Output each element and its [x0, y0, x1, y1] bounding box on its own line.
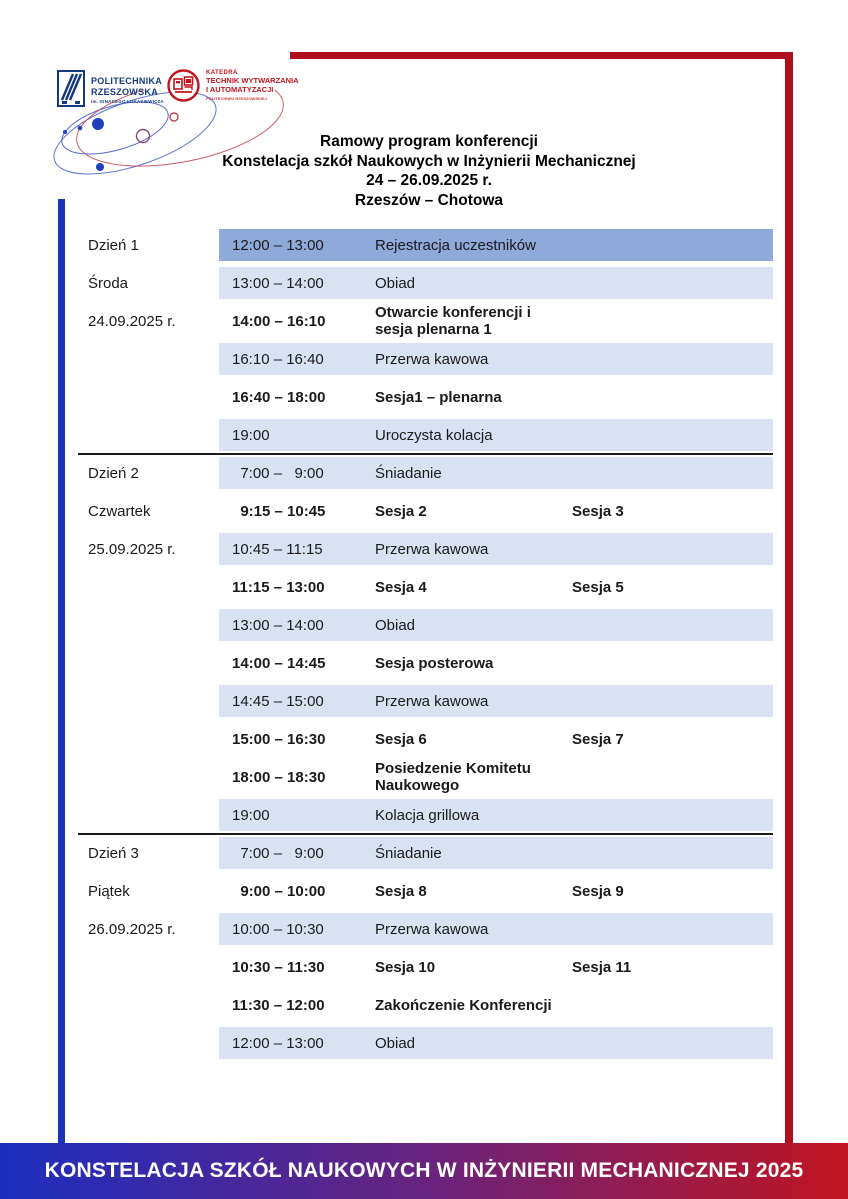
schedule-row: [219, 381, 773, 413]
row-time: 9:00 – 10:00: [232, 882, 326, 900]
row-event: Rejestracja uczestników: [375, 236, 536, 254]
row-event: Uroczysta kolacja: [375, 426, 493, 444]
schedule-row: [219, 267, 773, 299]
katedra-logo-name-line2: I AUTOMATYZACJI: [206, 85, 274, 94]
schedule-row: [219, 495, 773, 527]
day-label-column: [88, 229, 219, 457]
top-accent-bar: [290, 52, 793, 59]
row-event: Sesja1 – plenarna: [375, 388, 502, 406]
schedule-row: [219, 1027, 773, 1059]
row-event2: Sesja 7: [572, 730, 624, 748]
schedule-row: [219, 571, 773, 603]
schedule-row: [219, 609, 773, 641]
schedule-row: [219, 647, 773, 679]
prz-emblem-icon: [57, 70, 85, 112]
day-section: [88, 229, 773, 457]
prz-logo-name-line2: RZESZOWSKA: [91, 86, 158, 97]
row-event: Przerwa kawowa: [375, 540, 489, 558]
row-time: 13:00 – 14:00: [232, 274, 324, 292]
row-event: Otwarcie konferencji i sesja plenarna 1: [375, 304, 531, 338]
schedule-row: [219, 419, 773, 451]
row-event: Przerwa kawowa: [375, 692, 489, 710]
title-line-3: 24 – 26.09.2025 r.: [366, 172, 492, 190]
left-accent-bar: [58, 199, 65, 1143]
row-time: 9:15 – 10:45: [232, 502, 326, 520]
footer-banner: [0, 1143, 848, 1199]
row-time: 12:00 – 13:00: [232, 1034, 324, 1052]
schedule-row: [219, 343, 773, 375]
row-time: 11:30 – 12:00: [232, 996, 325, 1014]
schedule-row: [219, 761, 773, 793]
katedra-emblem-icon: [167, 69, 200, 107]
day-rows: [219, 837, 773, 1065]
prz-logo: [57, 70, 164, 112]
row-event: Śniadanie: [375, 464, 442, 482]
day-label: 26.09.2025 r.: [88, 920, 176, 938]
row-time: 15:00 – 16:30: [232, 730, 326, 748]
row-event: Sesja posterowa: [375, 654, 494, 672]
schedule-row: [219, 723, 773, 755]
day-label: Czwartek: [88, 502, 151, 520]
row-event: Obiad: [375, 1034, 416, 1052]
row-time: 11:15 – 13:00: [232, 578, 325, 596]
row-event: Obiad: [375, 274, 416, 292]
row-event: Obiad: [375, 616, 416, 634]
row-time: 12:00 – 13:00: [232, 236, 324, 254]
title-line-1: Ramowy program konferencji: [320, 133, 538, 150]
conference-title: [10, 132, 848, 210]
schedule-row: [219, 875, 773, 907]
day-section: [88, 837, 773, 1065]
katedra-logo-subtitle: POLITECHNIKI RZESZOWSKIEJ: [206, 95, 267, 101]
day-label: Dzień 1: [88, 236, 139, 254]
row-time: 7:00 – 9:00: [232, 844, 324, 862]
day-label: Dzień 2: [88, 464, 139, 482]
day-label: 24.09.2025 r.: [88, 312, 176, 330]
prz-logo-subtitle: im. IGNACEGO ŁUKASIEWICZA: [91, 99, 165, 104]
row-event2: Sesja 3: [572, 502, 624, 520]
schedule-row: [219, 305, 773, 337]
row-event: Sesja 2: [375, 502, 427, 520]
day-label: Piątek: [88, 882, 130, 900]
row-time: 16:40 – 18:00: [232, 388, 326, 406]
row-event: Kolacja grillowa: [375, 806, 480, 824]
row-time: 13:00 – 14:00: [232, 616, 324, 634]
schedule-table: [88, 229, 773, 1065]
row-event: Sesja 4: [375, 578, 427, 596]
row-event: Sesja 8: [375, 882, 427, 900]
schedule-row: [219, 457, 773, 489]
row-time: 19:00: [232, 426, 270, 444]
schedule-row: [219, 533, 773, 565]
row-event: Sesja 10: [375, 958, 436, 976]
schedule-row: [219, 229, 773, 261]
row-time: 10:00 – 10:30: [232, 920, 324, 938]
row-time: 14:00 – 14:45: [232, 654, 326, 672]
row-event: Przerwa kawowa: [375, 350, 489, 368]
row-event2: Sesja 9: [572, 882, 624, 900]
day-section: [88, 457, 773, 837]
title-line-2: Konstelacja szkół Naukowych w Inżynierii Mechanicznej: [222, 152, 636, 170]
day-rows: [219, 457, 773, 837]
schedule-row: [219, 913, 773, 945]
row-time: 7:00 – 9:00: [232, 464, 324, 482]
prz-logo-name-line1: POLITECHNIKA: [91, 76, 163, 86]
schedule-row: [219, 989, 773, 1021]
row-time: 16:10 – 16:40: [232, 350, 324, 368]
footer-banner-text: KONSTELACJA SZKÓŁ NAUKOWYCH W INŻYNIERII MECHANICZNEJ 2025: [44, 1159, 804, 1182]
row-event: Śniadanie: [375, 844, 442, 862]
row-time: 14:45 – 15:00: [232, 692, 324, 710]
row-event: Sesja 6: [375, 730, 427, 748]
row-time: 10:45 – 11:15: [232, 540, 323, 558]
day-label-column: [88, 457, 219, 837]
row-time: 18:00 – 18:30: [232, 768, 326, 786]
row-time: 14:00 – 16:10: [232, 312, 326, 330]
day-label: Środa: [88, 274, 129, 292]
day-label: Dzień 3: [88, 844, 139, 862]
row-time: 10:30 – 11:30: [232, 958, 325, 976]
title-line-4: Rzeszów – Chotowa: [354, 191, 504, 209]
constellation-large-dot: [92, 118, 104, 130]
day-label-column: [88, 837, 219, 1065]
row-event: Posiedzenie Komitetu Naukowego: [375, 760, 531, 794]
row-time: 19:00: [232, 806, 270, 824]
row-event: Zakończenie Konferencji: [375, 996, 552, 1014]
row-event: Przerwa kawowa: [375, 920, 489, 938]
right-accent-bar: [785, 52, 793, 1143]
schedule-row: [219, 685, 773, 717]
row-event2: Sesja 5: [572, 578, 624, 596]
day-rows: [219, 229, 773, 457]
katedra-logo-kicker: KATEDRA: [206, 70, 238, 76]
katedra-logo-name-line1: TECHNIK WYTWARZANIA: [206, 76, 299, 85]
schedule-row: [219, 951, 773, 983]
row-event2: Sesja 11: [572, 958, 632, 976]
schedule-row: [219, 799, 773, 831]
schedule-row: [219, 837, 773, 869]
day-label: 25.09.2025 r.: [88, 540, 176, 558]
katedra-logo: [167, 69, 299, 107]
